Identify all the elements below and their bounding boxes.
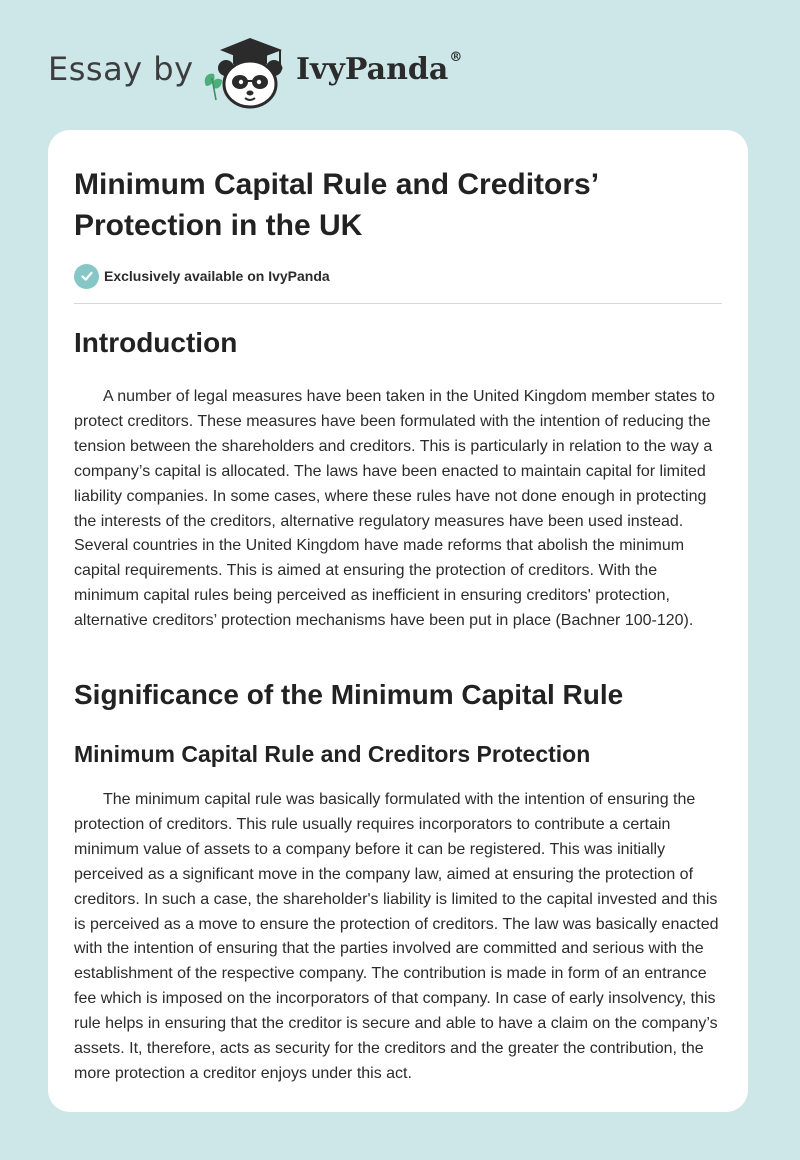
panda-graduate-logo-icon[interactable]: [200, 34, 290, 110]
section-heading-significance: Significance of the Minimum Capital Rule: [74, 679, 624, 710]
exclusive-notice: [74, 263, 330, 289]
checkmark-badge-icon: [74, 264, 99, 289]
exclusive-label: Exclusively available on IvyPanda: [104, 268, 330, 284]
subsection-heading: Minimum Capital Rule and Creditors Protection: [74, 741, 591, 767]
essay-card: [48, 130, 748, 1112]
page-title: Minimum Capital Rule and Creditors’ Protection in the UK: [74, 168, 598, 242]
registered-mark: ®: [449, 50, 463, 65]
section-heading-introduction: Introduction: [74, 327, 238, 358]
essay-by-label: Essay by: [48, 50, 194, 88]
brand-name[interactable]: [296, 52, 462, 87]
divider: [74, 303, 722, 304]
intro-paragraph: A number of legal measures have been taken in the United Kingdom member states to protect creditors. These measures have been formulated with the intention of reducing the tension between the shareholders and creditors. This is particularly in relation to the way a company’s capital is allocated. The laws have been enacted to maintain capital for limited liability companies. In some cases, where these rules have not done enough in protecting the interests of the creditors, alternative regulatory measures have been used instead. Several countries in the United Kingdom have made reforms that abolish the minimum capital requirements. This is aimed at ensuring the protection of creditors. With the minimum capital rules being perceived as inefficient in ensuring creditors' protection, alternative creditors’ protection mechanisms have been put in place (Bachner 100-120).: [74, 388, 715, 630]
site-header: [48, 32, 548, 112]
subsection-paragraph: The minimum capital rule was basically formulated with the intention of ensuring the protection of creditors. This rule usually requires incorporators to contribute a certain minimum value of assets to a company before it can be registered. This was initially perceived as a significant move in the company law, aimed at ensuring the protection of creditors. In such a case, the shareholder's liability is limited to the capital invested and this is perceived as a move to ensure the protection of creditors. The law was basically enacted with the intention of ensuring that the parties involved are committed and serious with the establishment of the respective company. The contribution is made in form of an entrance fee which is imposed on the incorporators of that company. In case of early insolvency, this rule helps in ensuring that the creditor is secure and able to have a claim on the company’s assets. It, therefore, acts as security for the creditors and the greater the contribution, the more protection a creditor enjoys under this act.: [74, 791, 719, 1082]
brand-name-text: IvyPanda: [296, 52, 449, 87]
